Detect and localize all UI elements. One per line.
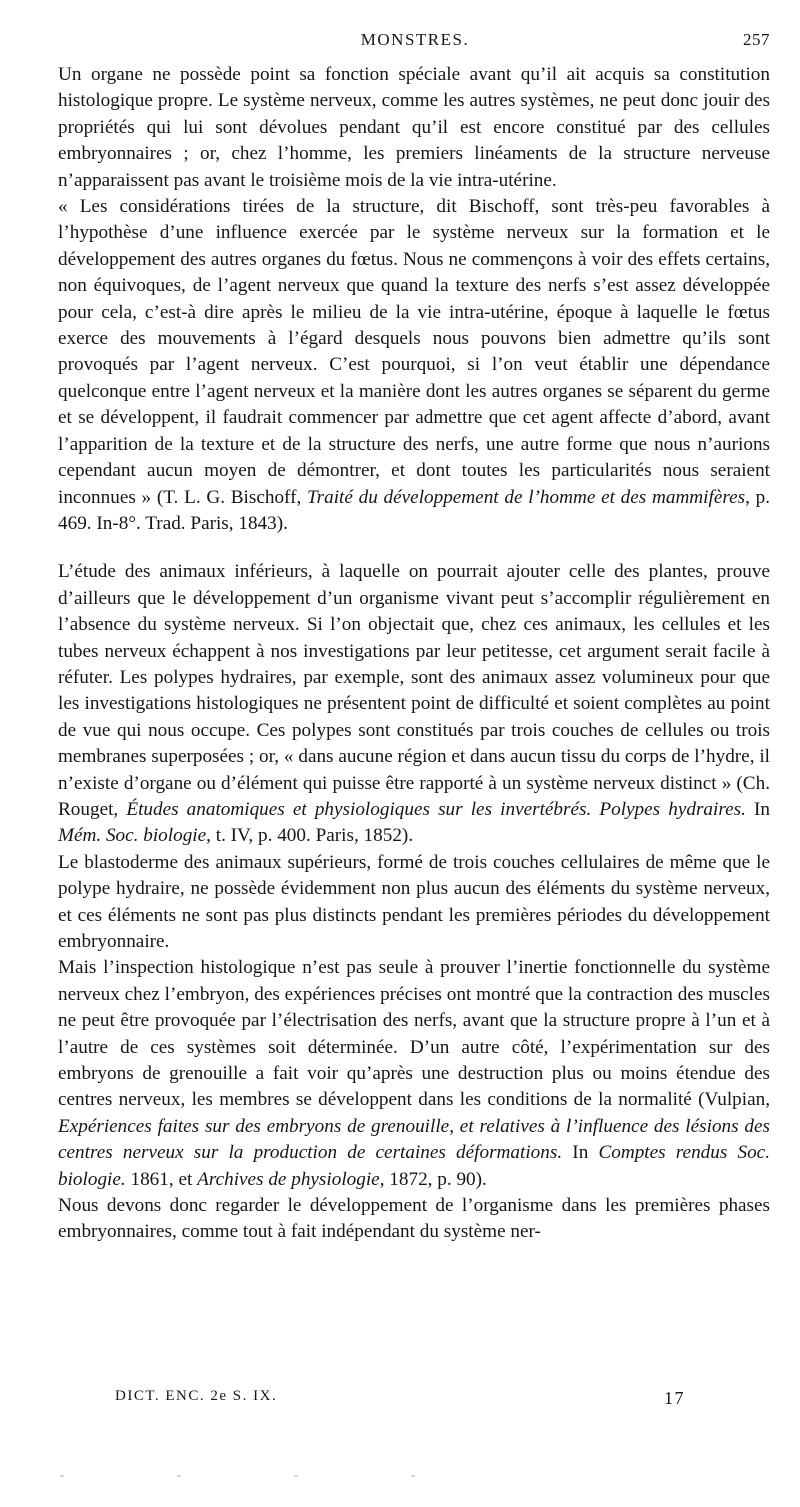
sheet-number: 17: [664, 1388, 685, 1408]
running-head: [60, 30, 770, 56]
text-run: Mais l’inspection histologique n’est pas seule à prouver l’inertie fonctionnelle du système nerveux chez l’embryon, des expériences précises ont montré que la contraction des muscles ne peut être provoquée par l’électrisation des nerfs, avant que la structure propre à l’un et à l’autre de ces systèmes soit déterminée. D’un autre côté, l’expérimentation sur des embryons de grenouille a fait voir qu’après une destruction plus ou moins étendue des centres nerveux, les membres se développent dans les conditions de la normalité (Vulpian,: [58, 957, 770, 1111]
text-run: , p. 469. In-8°. Trad. Paris, 1843).: [58, 486, 771, 534]
print-marks: - - - -: [60, 1468, 470, 1482]
text-run: Le blastoderme des animaux supérieurs, formé de trois couches cellulaires de même que le polype hydraire, ne possède évidemment non plus aucun des éléments du système nerveux, et ces éléments ne sont pas plus distincts pendant les premières périodes du développement embryonnaire.: [58, 851, 770, 952]
italic-citation: Expériences faites sur des embryons de grenouille, et relatives à l’influence des lésions des centres nerveux sur la production de certaines déformations.: [58, 1115, 770, 1164]
italic-citation: Études anatomiques et physiologiques sur les invertébrés. Polypes hydraires.: [126, 798, 746, 820]
page-number: 257: [743, 30, 770, 49]
italic-citation: Traité du développement de l’homme et des mammifères: [307, 486, 746, 508]
text-run: « Les considérations tirées de la structure, dit Bischoff, sont très-peu favorables à l’hypothèse d’une influence exercée par le système nerveux sur la formation et le développement des autres organes du fœtus. Nous ne commençons à voir des effets certains, non équivoques, de l’agent nerveux que quand la texture des nerfs s’est assez développée pour cela, c’est-à dire après le milieu de la vie intra-utérine, époque à laquelle le fœtus exerce des mouvements à l’égard desquels nous pouvons bien admettre qu’ils sont provoqués par l’agent nerveux. C’est pourquoi, si l’on veut établir une dépendance quelconque entre l’agent nerveux et la manière dont les autres organes se séparent du germe et se développent, il faudrait commencer par admettre que cet agent affecte d’abord, avant l’apparition de la texture et de la structure des nerfs, une autre forme que nous n’aurions cependant aucun moyen de démontrer, et dont toutes les particularités nous seraient inconnues » (T. L. G. Bischoff,: [58, 196, 770, 508]
page-footer: [115, 1388, 685, 1414]
text-run: 1861, et: [125, 1168, 198, 1190]
text-run: L’étude des animaux inférieurs, à laquelle on pourrait ajouter celle des plantes, prouve d’ailleurs que le développement d’un organisme vivant peut s’accomplir régulièrement en l’absence du système nerveux. Si l’on objectait que, chez ces animaux, les cellules et les tubes nerveux échappent à nos investigations par leur petitesse, cet argument serait facile à réfuter. Les polypes hydraires, par exemple, sont des animaux assez volumineux pour que les investigations histologiques ne présentent point de difficulté et soient complètes au point de vue qui nous occupe. Ces polypes sont constitués par trois couches de cellules ou trois membranes superposées ; or, « dans aucune région et dans aucun tissu du corps de l’hydre, il n’existe d’organe ou d’élément qui puisse être rapporté à un système nerveux distinct » (Ch. Rouget,: [58, 561, 770, 820]
paragraph: [58, 1193, 770, 1246]
text-run: In: [562, 1142, 599, 1164]
paragraph: [58, 62, 770, 194]
italic-citation: Comptes rendus Soc. biologie.: [58, 1142, 770, 1190]
text-run: , t. IV, p. 400. Paris, 1852).: [206, 825, 414, 847]
paragraph: [58, 194, 770, 537]
italic-citation: Archives de physiologie: [197, 1168, 380, 1190]
paragraph: [58, 559, 770, 849]
running-title: MONSTRES.: [360, 30, 470, 49]
text-run: Un organe ne possède point sa fonction spéciale avant qu’il ait acquis sa constitution histologique propre. Le système nerveux, comme les autres systèmes, ne peut donc jouir des propriétés qui lui sont dévolues pendant qu’il est encore constitué par des cellules embryonnaires ; or, chez l’homme, les premiers linéaments de la structure nerveuse n’apparaissent pas avant le troisième mois de la vie intra-utérine.: [58, 64, 770, 191]
text-run: In: [745, 798, 770, 820]
text-run: Nous devons donc regarder le développement de l’organisme dans les premières phases embryonnaires, comme tout à fait indépendant du système ner-: [58, 1195, 770, 1243]
text-run: , 1872, p. 90).: [379, 1168, 487, 1190]
printer-signature: DICT. ENC. 2e S. IX.: [115, 1388, 278, 1404]
paragraph: [58, 850, 770, 956]
paragraph: [58, 955, 770, 1193]
italic-citation: Mém. Soc. biologie: [58, 825, 207, 847]
body-text: [58, 62, 770, 1246]
